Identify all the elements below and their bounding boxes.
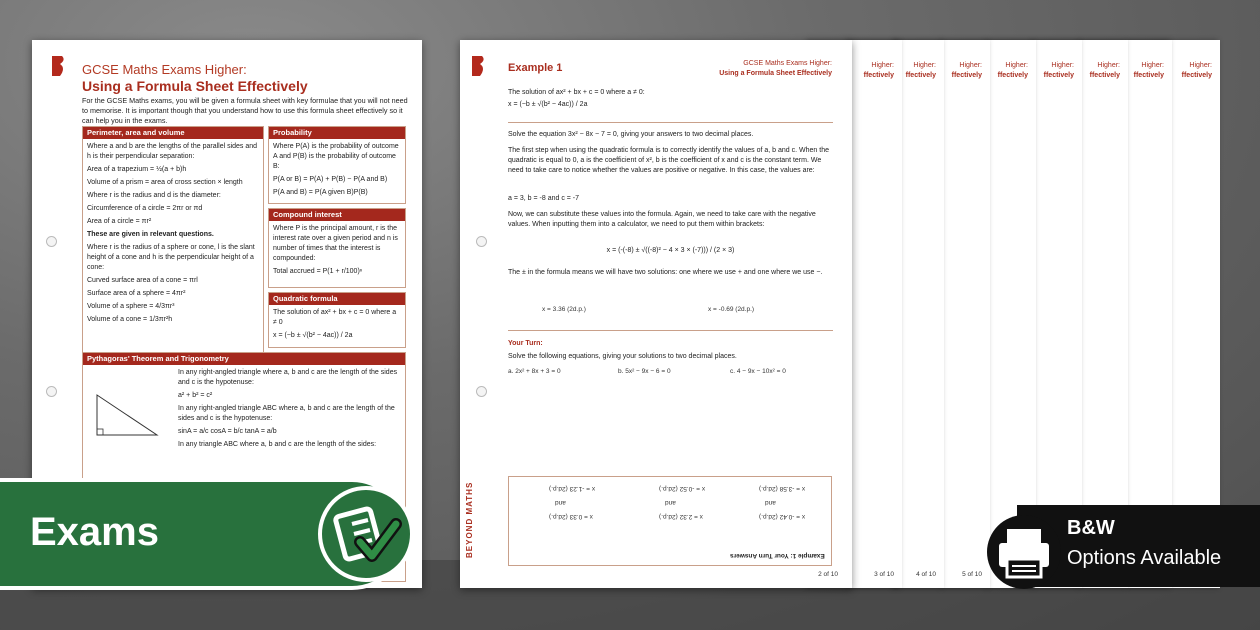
answer: x = 2.32 (2d.p.) — [659, 513, 703, 520]
bw-title: B&W — [1067, 517, 1115, 539]
box-text: Volume of a sphere = 4/3πr³ — [87, 303, 175, 310]
solution: x = -0.69 (2d.p.) — [708, 306, 755, 313]
example-text: Now, we can substitute these values into the formula. Again, we need to take care with the negative values. When inputting them into a calculator, we need to put them within brackets: — [508, 211, 816, 228]
answer: x = -3.58 (2d.p.) — [759, 485, 806, 492]
example-text: Solve the following equations, giving your solutions to two decimal places. — [508, 353, 737, 360]
stack-header-2: ffectively — [863, 72, 894, 79]
box-title: Perimeter, area and volume — [83, 127, 263, 139]
divider — [508, 122, 833, 123]
stack-page-number: 4 of 10 — [916, 571, 936, 578]
your-turn-label: Your Turn: — [508, 340, 543, 347]
example-page — [460, 40, 852, 588]
sheet-header-line1: GCSE Maths Exams Higher: — [82, 62, 247, 77]
stack-header-1: Higher: — [1097, 62, 1120, 69]
box-text: x = (−b ± √(b² − 4ac)) / 2a — [273, 332, 353, 339]
answer: x = -1.23 (2d.p.) — [549, 485, 596, 492]
checklist-icon — [318, 486, 414, 582]
box-text: Curved surface area of a cone = πrl — [87, 277, 198, 284]
example-text: The solution of ax² + bx + c = 0 where a ≠ 0: — [508, 89, 645, 96]
box-title: Compound interest — [269, 209, 405, 221]
box-title: Quadratic formula — [269, 293, 405, 305]
example-header-line1: GCSE Maths Exams Higher: — [743, 60, 832, 67]
example-title: Example 1 — [508, 62, 563, 74]
box-text: In any triangle ABC where a, b and c are the length of the sides: — [178, 441, 377, 448]
answer: x = -0.42 (2d.p.) — [759, 513, 806, 520]
stack-header-2: ffectively — [1181, 72, 1212, 79]
stack-header-1: Higher: — [1189, 62, 1212, 69]
box-title: Probability — [269, 127, 405, 139]
stack-header-2: ffectively — [1043, 72, 1074, 79]
stack-header-1: Higher: — [1051, 62, 1074, 69]
stack-header-1: Higher: — [871, 62, 894, 69]
box-perimeter-area-volume — [82, 126, 264, 386]
example-text: a = 3, b = -8 and c = -7 — [508, 195, 580, 202]
box-text: Total accrued = P(1 + r/100)ⁿ — [273, 268, 363, 275]
exams-label: Exams — [30, 510, 159, 554]
stack-header-2: ffectively — [905, 72, 936, 79]
stack-header-2: ffectively — [997, 72, 1028, 79]
stack-header-1: Higher: — [1005, 62, 1028, 69]
right-triangle-diagram — [92, 390, 162, 440]
box-text: Circumference of a circle = 2πr or πd — [87, 205, 203, 212]
printer-icon — [987, 515, 1061, 589]
brand-logo-icon — [470, 54, 486, 78]
answer-and: and — [665, 499, 676, 506]
box-text: Area of a trapezium = ½(a + b)h — [87, 166, 187, 173]
stack-header-1: Higher: — [1141, 62, 1164, 69]
box-text: P(A and B) = P(A given B)P(B) — [273, 189, 368, 196]
sheet-intro: For the GCSE Maths exams, you will be given a formula sheet with key formulae that you will not need to memorise. It is important though that you understand how to use this formula sheet effectively so it can help you in the exams. — [82, 96, 408, 125]
question-b: b. 5x² − 9x − 6 = 0 — [618, 368, 671, 375]
stack-header-2: ffectively — [1133, 72, 1164, 79]
brand-logo-icon — [50, 54, 66, 78]
box-quadratic-formula — [268, 292, 406, 348]
question-c: c. 4 − 9x − 10x² = 0 — [730, 368, 786, 375]
sheet-header-line2: Using a Formula Sheet Effectively — [82, 78, 308, 94]
stack-page-number: 3 of 10 — [874, 571, 894, 578]
box-text: sinA = a/c cosA = b/c tanA = a/b — [178, 428, 277, 435]
box-text: P(A or B) = P(A) + P(B) − P(A and B) — [273, 176, 388, 183]
bw-subtitle: Options Available — [1067, 547, 1222, 569]
box-text: Where r is the radius of a sphere or cone, l is the slant height of a cone and h is the perpendicular height of a cone: — [87, 244, 255, 271]
box-text: Where a and b are the lengths of the parallel sides and h is their perpendicular separation: — [87, 143, 258, 160]
answers-box — [508, 476, 832, 566]
punch-hole — [476, 236, 487, 247]
answer-and: and — [555, 499, 566, 506]
box-text: In any right-angled triangle ABC where a, b and c are the length of the sides and c is the hypotenuse: — [178, 405, 395, 422]
brand-wordmark: BEYOND MATHS — [465, 481, 474, 558]
box-text: Where r is the radius and d is the diameter: — [87, 192, 221, 199]
box-title: Pythagoras' Theorem and Trigonometry — [83, 353, 405, 365]
box-text: Area of a circle = πr² — [87, 218, 152, 225]
question-a: a. 2x² + 8x + 3 = 0 — [508, 368, 561, 375]
box-text: In any right-angled triangle where a, b and c are the length of the sides and c is the hypotenuse: — [178, 369, 398, 386]
box-text: Where P(A) is the probability of outcome A and P(B) is the probability of outcome B: — [273, 143, 399, 170]
box-text: Volume of a prism = area of cross section × length — [87, 179, 243, 186]
stack-header-1: Higher: — [959, 62, 982, 69]
exams-badge — [0, 478, 408, 590]
box-probability — [268, 126, 406, 204]
answers-title: Example 1: Your Turn Answers — [730, 552, 825, 559]
divider — [508, 330, 833, 331]
example-formula: x = (-(-8) ± √((-8)² − 4 × 3 × (-7))) / (2 × 3) — [606, 247, 735, 254]
page-number: 2 of 10 — [818, 571, 838, 578]
example-header-line2: Using a Formula Sheet Effectively — [719, 70, 832, 77]
example-text: The first step when using the quadratic formula is to correctly identify the values of a, b and c. When the quadratic is equal to 0, a is the coefficient of x², b is the coefficient of x and c is the constant term. We need to take care to notice whether the values are positive or negative. In this case, the values are: — [508, 147, 829, 174]
box-compound-interest — [268, 208, 406, 288]
box-text: Where P is the principal amount, r is the interest rate over a given period and n is number of times that the interest is compounded: — [273, 225, 398, 262]
box-text: These are given in relevant questions. — [87, 231, 214, 238]
solution: x = 3.36 (2d.p.) — [542, 306, 586, 313]
box-text: Volume of a cone = 1/3πr²h — [87, 316, 173, 323]
box-text: The solution of ax² + bx + c = 0 where a ≠ 0 — [273, 309, 397, 326]
punch-hole — [46, 386, 57, 397]
stack-header-2: ffectively — [951, 72, 982, 79]
example-text: Solve the equation 3x² − 8x − 7 = 0, giving your answers to two decimal places. — [508, 131, 754, 138]
answer: x = -0.52 (2d.p.) — [659, 485, 706, 492]
punch-hole — [46, 236, 57, 247]
bw-options-badge — [1017, 505, 1260, 587]
punch-hole — [476, 386, 487, 397]
example-text: The ± in the formula means we will have two solutions: one where we use + and one where we use −. — [508, 269, 823, 276]
stack-header-2: ffectively — [1089, 72, 1120, 79]
stack-header-1: Higher: — [913, 62, 936, 69]
answer-and: and — [765, 499, 776, 506]
stack-page-number: 5 of 10 — [962, 571, 982, 578]
box-text: Surface area of a sphere = 4πr² — [87, 290, 186, 297]
answer: x = 0.33 (2d.p.) — [549, 513, 593, 520]
example-formula: x = (−b ± √(b² − 4ac)) / 2a — [508, 101, 588, 108]
box-text: a² + b² = c² — [178, 392, 213, 399]
